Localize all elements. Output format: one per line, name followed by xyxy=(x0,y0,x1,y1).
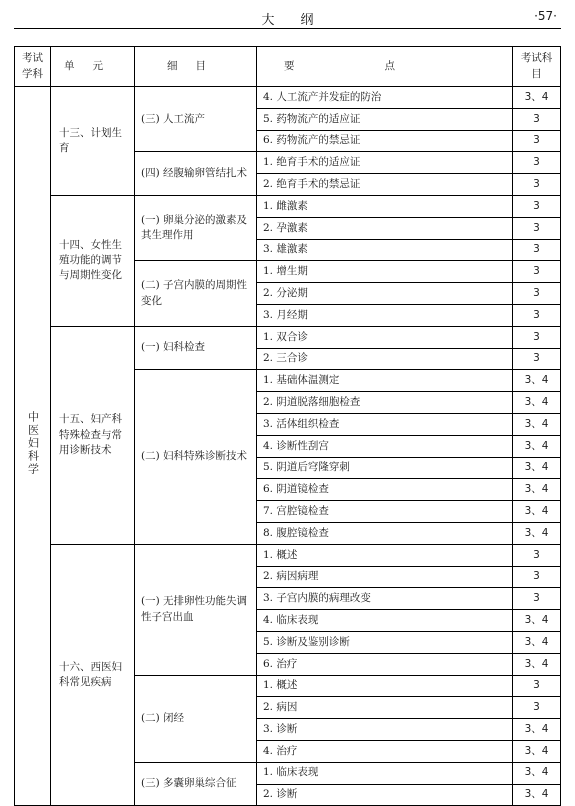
level-cell: 3、4 xyxy=(513,435,561,457)
point-cell: 1. 基础体温测定 xyxy=(257,370,513,392)
level-cell: 3、4 xyxy=(513,784,561,806)
point-cell: 8. 腹腔镜检查 xyxy=(257,522,513,544)
point-cell: 5. 诊断及鉴别诊断 xyxy=(257,631,513,653)
point-cell: 6. 药物流产的禁忌证 xyxy=(257,130,513,152)
level-cell: 3、4 xyxy=(513,479,561,501)
item-cell: (一) 无排卵性功能失调性子宫出血 xyxy=(135,544,257,675)
point-cell: 3. 子宫内膜的病理改变 xyxy=(257,588,513,610)
level-cell: 3 xyxy=(513,326,561,348)
level-cell: 3、4 xyxy=(513,392,561,414)
level-cell: 3 xyxy=(513,348,561,370)
level-cell: 3、4 xyxy=(513,501,561,523)
level-cell: 3 xyxy=(513,261,561,283)
syllabus-table xyxy=(14,46,561,806)
point-cell: 2. 三合诊 xyxy=(257,348,513,370)
table-body xyxy=(15,87,561,806)
page-title: 大纲 xyxy=(261,13,340,28)
level-cell: 3 xyxy=(513,108,561,130)
level-cell: 3、4 xyxy=(513,457,561,479)
table-row xyxy=(15,195,561,217)
level-cell: 3 xyxy=(513,544,561,566)
header-points: 要点 xyxy=(257,47,513,87)
item-cell: (一) 妇科检查 xyxy=(135,326,257,370)
point-cell: 5. 阴道后穹隆穿刺 xyxy=(257,457,513,479)
level-cell: 3、4 xyxy=(513,653,561,675)
point-cell: 1. 概述 xyxy=(257,544,513,566)
unit-cell: 十六、西医妇科常见疾病 xyxy=(51,544,135,806)
level-cell: 3、4 xyxy=(513,740,561,762)
point-cell: 2. 阴道脱落细胞检查 xyxy=(257,392,513,414)
level-cell: 3 xyxy=(513,566,561,588)
point-cell: 3. 诊断 xyxy=(257,719,513,741)
item-cell: (四) 经腹输卵管结扎术 xyxy=(135,152,257,196)
unit-cell: 十四、女性生殖功能的调节与周期性变化 xyxy=(51,195,135,326)
point-cell: 3. 月经期 xyxy=(257,304,513,326)
table-row xyxy=(15,326,561,348)
level-cell: 3 xyxy=(513,675,561,697)
subject-label: 中医妇科学 xyxy=(26,411,40,477)
level-cell: 3、4 xyxy=(513,762,561,784)
level-cell: 3、4 xyxy=(513,370,561,392)
table-row xyxy=(15,87,561,109)
point-cell: 4. 人工流产并发症的防治 xyxy=(257,87,513,109)
point-cell: 5. 药物流产的适应证 xyxy=(257,108,513,130)
table-row xyxy=(15,544,561,566)
point-cell: 6. 阴道镜检查 xyxy=(257,479,513,501)
point-cell: 4. 治疗 xyxy=(257,740,513,762)
point-cell: 7. 宫腔镜检查 xyxy=(257,501,513,523)
header-level: 考试科目 xyxy=(513,47,561,87)
level-cell: 3 xyxy=(513,195,561,217)
level-cell: 3 xyxy=(513,174,561,196)
level-cell: 3、4 xyxy=(513,87,561,109)
point-cell: 1. 雌激素 xyxy=(257,195,513,217)
header-unit: 单元 xyxy=(51,47,135,87)
level-cell: 3 xyxy=(513,697,561,719)
point-cell: 3. 活体组织检查 xyxy=(257,413,513,435)
item-cell: (一) 卵巢分泌的激素及其生理作用 xyxy=(135,195,257,260)
item-cell: (三) 多囊卵巢综合征 xyxy=(135,762,257,806)
unit-cell: 十五、妇产科特殊检查与常用诊断技术 xyxy=(51,326,135,544)
level-cell: 3 xyxy=(513,239,561,261)
level-cell: 3、4 xyxy=(513,522,561,544)
level-cell: 3、4 xyxy=(513,610,561,632)
unit-cell: 十三、计划生育 xyxy=(51,87,135,196)
item-cell: (二) 子宫内膜的周期性变化 xyxy=(135,261,257,326)
header-subject: 考试学科 xyxy=(15,47,51,87)
table-header-row xyxy=(15,47,561,87)
item-cell: (二) 闭经 xyxy=(135,675,257,762)
item-cell: (二) 妇科特殊诊断技术 xyxy=(135,370,257,544)
point-cell: 3. 雄激素 xyxy=(257,239,513,261)
point-cell: 1. 概述 xyxy=(257,675,513,697)
point-cell: 2. 绝育手术的禁忌证 xyxy=(257,174,513,196)
point-cell: 2. 分泌期 xyxy=(257,283,513,305)
level-cell: 3 xyxy=(513,588,561,610)
page-number: ·57· xyxy=(534,9,557,23)
level-cell: 3、4 xyxy=(513,413,561,435)
subject-cell xyxy=(15,87,51,806)
point-cell: 4. 临床表现 xyxy=(257,610,513,632)
point-cell: 6. 治疗 xyxy=(257,653,513,675)
page-header xyxy=(14,6,561,29)
level-cell: 3 xyxy=(513,217,561,239)
header-item: 细目 xyxy=(135,47,257,87)
level-cell: 3 xyxy=(513,304,561,326)
level-cell: 3、4 xyxy=(513,719,561,741)
point-cell: 1. 绝育手术的适应证 xyxy=(257,152,513,174)
point-cell: 2. 孕激素 xyxy=(257,217,513,239)
item-cell: (三) 人工流产 xyxy=(135,87,257,152)
point-cell: 1. 增生期 xyxy=(257,261,513,283)
point-cell: 1. 临床表现 xyxy=(257,762,513,784)
point-cell: 1. 双合诊 xyxy=(257,326,513,348)
level-cell: 3 xyxy=(513,152,561,174)
level-cell: 3、4 xyxy=(513,631,561,653)
point-cell: 2. 病因 xyxy=(257,697,513,719)
level-cell: 3 xyxy=(513,130,561,152)
point-cell: 2. 病因病理 xyxy=(257,566,513,588)
point-cell: 4. 诊断性刮宫 xyxy=(257,435,513,457)
point-cell: 2. 诊断 xyxy=(257,784,513,806)
level-cell: 3 xyxy=(513,283,561,305)
